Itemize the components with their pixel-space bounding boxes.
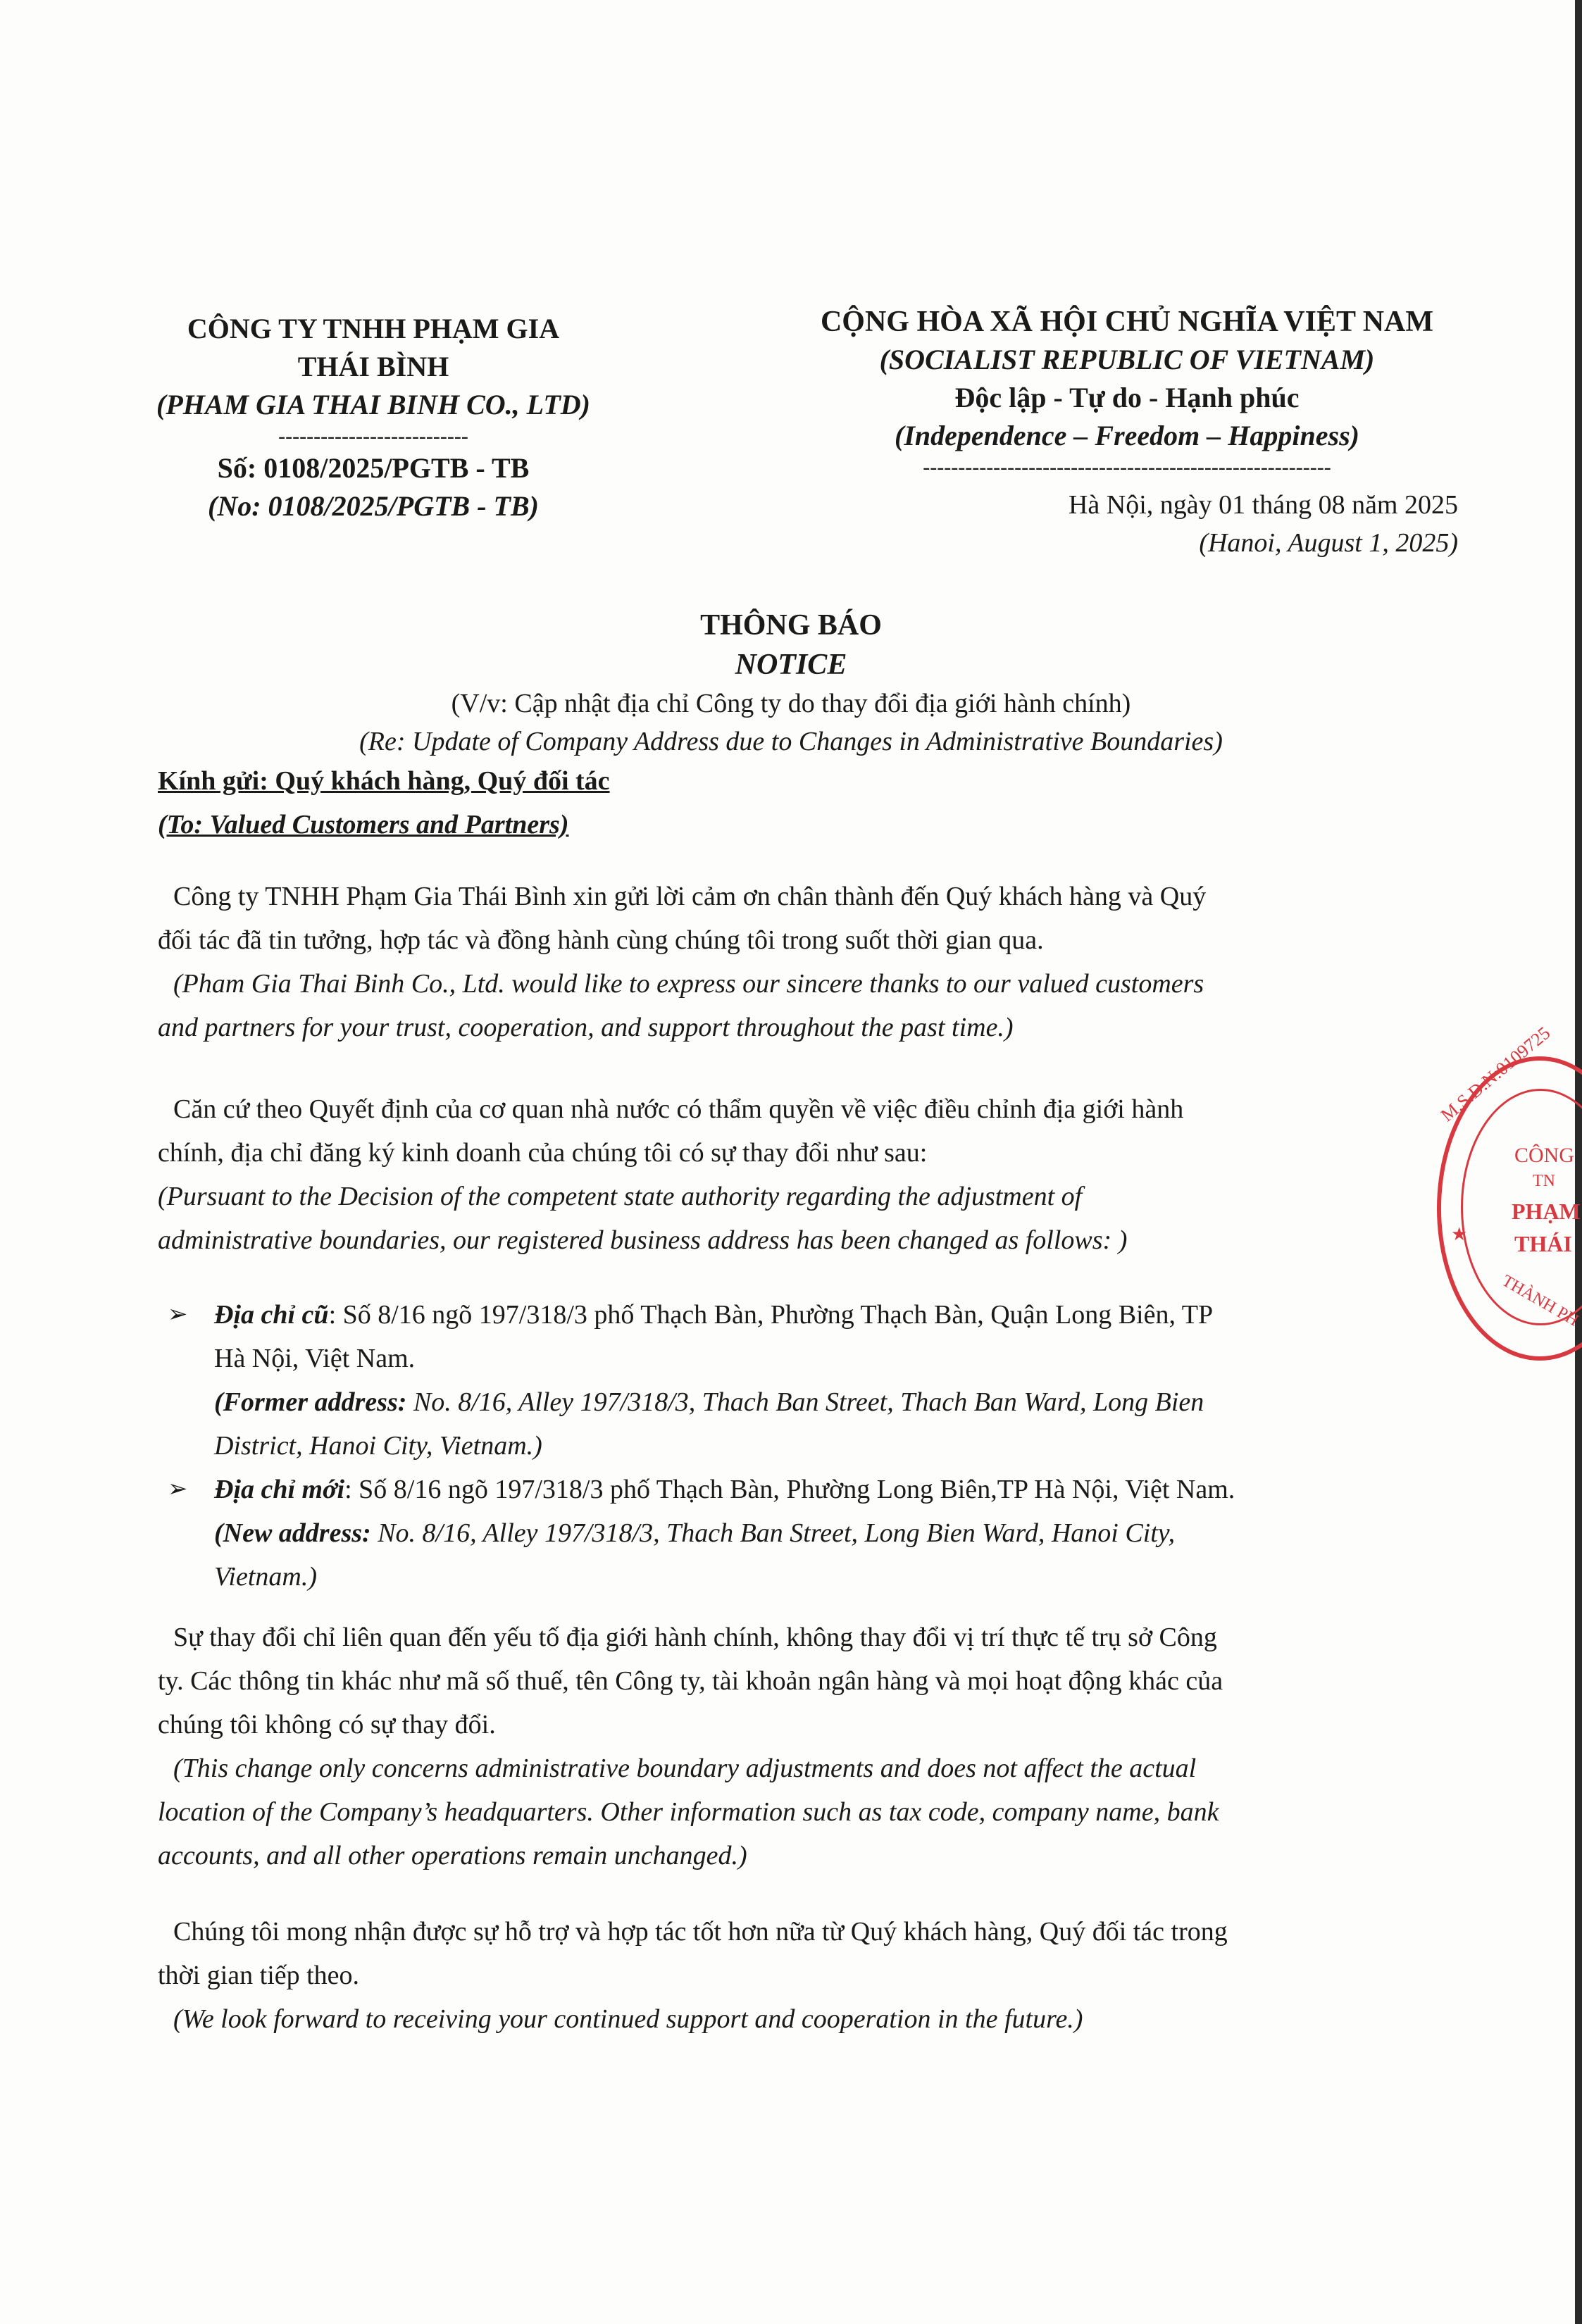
old-address-label-en: (Former address: bbox=[214, 1387, 407, 1417]
date-en: (Hanoi, August 1, 2025) bbox=[1199, 528, 1458, 558]
company-name-vi-line1: CÔNG TY TNHH PHẠM GIA bbox=[187, 313, 560, 344]
bullet-new-address: ➢ bbox=[168, 1476, 188, 1502]
new-address-vi bbox=[214, 1468, 1426, 1511]
recipient-vi: Kính gửi: Quý khách hàng, Quý đối tác bbox=[158, 766, 610, 796]
p4-en: (We look forward to receiving your continued support and cooperation in the future.) bbox=[173, 2004, 1083, 2034]
document-number-vi: Số: 0108/2025/PGTB - TB bbox=[217, 452, 530, 484]
p2-en-line1: (Pursuant to the Decision of the competent state authority regarding the adjustment of bbox=[158, 1182, 1083, 1211]
p2-vi-line2: chính, địa chỉ đăng ký kinh doanh của chúng tôi có sự thay đổi như sau: bbox=[158, 1138, 928, 1168]
new-address-en-text: No. 8/16, Alley 197/318/3, Thach Ban Street, Long Bien Ward, Hanoi City, bbox=[370, 1518, 1176, 1548]
paragraph-thanks bbox=[158, 875, 1454, 1049]
company-stamp bbox=[1437, 1023, 1582, 1361]
p3-en-line3: accounts, and all other operations remain unchanged.) bbox=[158, 1841, 747, 1870]
motto-vi: Độc lập - Tự do - Hạnh phúc bbox=[954, 382, 1300, 413]
right-header bbox=[747, 303, 1507, 480]
p3-vi-line2: ty. Các thông tin khác như mã số thuế, tên Công ty, tài khoản ngân hàng và mọi hoạt động khác của bbox=[158, 1666, 1223, 1696]
p1-vi-line1: Công ty TNHH Phạm Gia Thái Bình xin gửi lời cảm ơn chân thành đến Quý khách hàng và Quý bbox=[173, 882, 1207, 911]
document-number-en: (No: 0108/2025/PGTB - TB) bbox=[208, 490, 539, 522]
new-address-vi-text: : Số 8/16 ngõ 197/318/3 phố Thạch Bàn, Phường Long Biên,TP Hà Nội, Việt Nam. bbox=[344, 1475, 1235, 1504]
old-address-en bbox=[214, 1380, 1426, 1424]
stamp-line4: THÁI bbox=[1514, 1231, 1572, 1256]
right-divider: ---------------------------------------------------------- bbox=[923, 456, 1331, 479]
paragraph-change-scope bbox=[158, 1616, 1461, 1878]
paragraph-decision bbox=[158, 1087, 1454, 1262]
stamp-line1: CÔNG bbox=[1514, 1144, 1575, 1167]
old-address-en-text: No. 8/16, Alley 197/318/3, Thach Ban Street, Thach Ban Ward, Long Bien bbox=[406, 1387, 1204, 1417]
p1-en-line2: and partners for your trust, cooperation, and support throughout the past time.) bbox=[158, 1013, 1014, 1042]
notice-subject-vi: (V/v: Cập nhật địa chỉ Công ty do thay đổi địa giới hành chính) bbox=[451, 689, 1131, 718]
company-name-vi-line2: THÁI BÌNH bbox=[297, 351, 449, 382]
p3-vi-line3: chúng tôi không có sự thay đổi. bbox=[158, 1710, 496, 1739]
old-address-vi bbox=[214, 1293, 1426, 1337]
recipient-block bbox=[158, 759, 610, 846]
new-address-label-vi: Địa chỉ mới bbox=[214, 1475, 345, 1504]
republic-title-en: (SOCIALIST REPUBLIC OF VIETNAM) bbox=[879, 344, 1375, 375]
p2-en-line2: administrative boundaries, our registered business address has been changed as follows: ) bbox=[158, 1225, 1128, 1255]
paragraph-closing bbox=[158, 1910, 1461, 2041]
old-address-vi-line2: Hà Nội, Việt Nam. bbox=[214, 1344, 416, 1373]
bullet-old-address: ➢ bbox=[168, 1301, 188, 1327]
p3-en-line2: location of the Company’s headquarters. Other information such as tax code, company name, bank bbox=[158, 1797, 1219, 1827]
p1-vi-line2: đối tác đã tin tưởng, hợp tác và đồng hành cùng chúng tôi trong suốt thời gian qua. bbox=[158, 925, 1044, 955]
new-address-en bbox=[214, 1511, 1426, 1555]
notice-subject-en: (Re: Update of Company Address due to Changes in Administrative Boundaries) bbox=[359, 727, 1223, 756]
old-address-en-line2: District, Hanoi City, Vietnam.) bbox=[214, 1431, 542, 1461]
new-address-label-en: (New address: bbox=[214, 1518, 371, 1548]
date-vi: Hà Nội, ngày 01 tháng 08 năm 2025 bbox=[1068, 490, 1458, 520]
left-header bbox=[92, 310, 655, 525]
old-address-block bbox=[214, 1293, 1426, 1468]
stamp-line2: TN bbox=[1533, 1172, 1555, 1190]
date-block bbox=[916, 486, 1458, 562]
motto-en: (Independence – Freedom – Happiness) bbox=[895, 420, 1359, 451]
stamp-star-icon: ★ bbox=[1451, 1224, 1468, 1244]
old-address-label-vi: Địa chỉ cũ bbox=[214, 1300, 329, 1330]
stamp-ring-text: M.S.D.N:0109725 bbox=[1437, 1023, 1555, 1126]
old-address-vi-text: : Số 8/16 ngõ 197/318/3 phố Thạch Bàn, Phường Thạch Bàn, Quận Long Biên, TP bbox=[328, 1300, 1214, 1330]
notice-title-block bbox=[0, 606, 1582, 761]
p1-en-line1: (Pham Gia Thai Binh Co., Ltd. would like to express our sincere thanks to our valued customers bbox=[173, 969, 1204, 999]
p4-vi-line2: thời gian tiếp theo. bbox=[158, 1961, 360, 1990]
p2-vi-line1: Căn cứ theo Quyết định của cơ quan nhà nước có thẩm quyền về việc điều chỉnh địa giới hành bbox=[173, 1094, 1184, 1124]
new-address-en-line2: Vietnam.) bbox=[214, 1562, 317, 1592]
stamp-bottom-text: THÀNH PH bbox=[1498, 1271, 1582, 1330]
p4-vi-line1: Chúng tôi mong nhận được sự hỗ trợ và hợp tác tốt hơn nữa từ Quý khách hàng, Quý đối tác trong bbox=[173, 1917, 1228, 1947]
new-address-block bbox=[214, 1468, 1426, 1599]
notice-title-en: NOTICE bbox=[735, 649, 847, 681]
company-name-en: (PHAM GIA THAI BINH CO., LTD) bbox=[156, 389, 590, 420]
republic-title-vi: CỘNG HÒA XÃ HỘI CHỦ NGHĨA VIỆT NAM bbox=[820, 306, 1434, 338]
left-divider: --------------------------- bbox=[278, 425, 468, 448]
recipient-en: (To: Valued Customers and Partners) bbox=[158, 810, 569, 839]
p3-en-line1: (This change only concerns administrative boundary adjustments and does not affect the actual bbox=[173, 1754, 1197, 1783]
stamp-line3: PHẠM bbox=[1512, 1199, 1581, 1224]
notice-title-vi: THÔNG BÁO bbox=[700, 609, 882, 642]
p3-vi-line1: Sự thay đổi chỉ liên quan đến yếu tố địa giới hành chính, không thay đổi vị trí thực tế trụ sở Công bbox=[173, 1623, 1217, 1652]
